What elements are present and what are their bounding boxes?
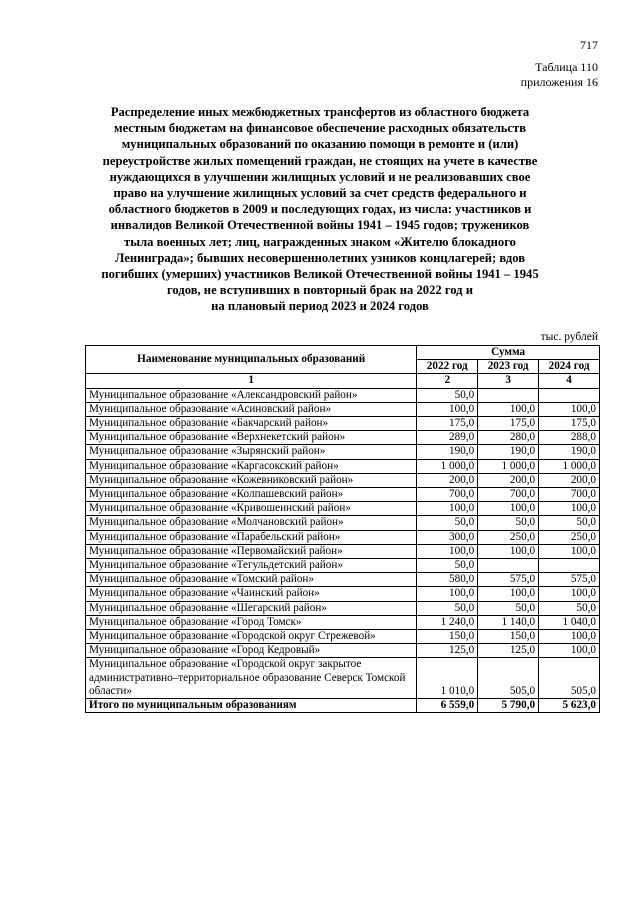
municipality-name-cell: Муниципальное образование «Бакчарский район» (86, 417, 417, 431)
value-2023-cell: 250,0 (478, 530, 539, 544)
title-line: тыла военных лет; лиц, награжденных знаком «Жителю блокадного (124, 234, 516, 249)
value-2024-cell (539, 559, 600, 573)
value-2022-cell: 1 010,0 (417, 658, 478, 699)
column-number-3: 3 (478, 374, 539, 388)
value-2023-cell: 50,0 (478, 601, 539, 615)
table-row (86, 587, 600, 601)
table-row (86, 388, 600, 402)
municipality-name-cell: Муниципальное образование «Верхнекетский район» (86, 431, 417, 445)
table-row (86, 431, 600, 445)
municipality-name-cell: Муниципальное образование «Александровский район» (86, 388, 417, 402)
municipality-name-cell: Муниципальное образование «Городской округ закрытое административно–территориальное образование Северск Томской области» (86, 658, 417, 699)
title-line: местным бюджетам на финансовое обеспечение расходных обязательств (113, 121, 527, 136)
column-number-2: 2 (417, 374, 478, 388)
municipality-name-cell: Муниципальное образование «Кожевниковский район» (86, 473, 417, 487)
document-title (85, 104, 555, 315)
value-2022-cell: 50,0 (417, 559, 478, 573)
table-row (86, 630, 600, 644)
value-2023-cell: 50,0 (478, 516, 539, 530)
value-2022-cell: 100,0 (417, 587, 478, 601)
value-2022-cell: 190,0 (417, 445, 478, 459)
title-line: Распределение иных межбюджетных трансфертов из областного бюджета (110, 105, 530, 119)
value-2023-cell: 100,0 (478, 544, 539, 558)
value-2022-cell: 50,0 (417, 601, 478, 615)
value-2024-cell: 100,0 (539, 544, 600, 558)
municipality-name-cell: Муниципальное образование «Город Томск» (86, 615, 417, 629)
municipality-name-cell: Муниципальное образование «Парабельский район» (86, 530, 417, 544)
value-2022-cell: 100,0 (417, 544, 478, 558)
column-number-4: 4 (539, 374, 600, 388)
value-2024-cell: 288,0 (539, 431, 600, 445)
value-2024-cell: 50,0 (539, 516, 600, 530)
value-2022-cell: 100,0 (417, 402, 478, 416)
value-2022-cell: 300,0 (417, 530, 478, 544)
municipality-name-cell: Муниципальное образование «Колпашевский район» (86, 488, 417, 502)
value-2023-cell: 100,0 (478, 402, 539, 416)
value-2024-cell: 250,0 (539, 530, 600, 544)
title-line: нуждающихся в улучшении жилищных условий и не реализовавших свое (109, 169, 531, 184)
value-2024-cell: 700,0 (539, 488, 600, 502)
table-row (86, 459, 600, 473)
table-row (86, 658, 600, 699)
table-row (86, 402, 600, 416)
value-2022-cell: 50,0 (417, 388, 478, 402)
header-municipality: Наименование муниципальных образований (86, 346, 417, 374)
header-sum: Сумма (417, 346, 600, 360)
value-2024-cell: 100,0 (539, 502, 600, 516)
value-2024-cell: 505,0 (539, 658, 600, 699)
title-line: переустройстве жилых помещений граждан, не стоящих на учете в качестве (102, 153, 538, 168)
municipality-name-cell: Муниципальное образование «Город Кедровый» (86, 644, 417, 658)
value-2022-cell: 125,0 (417, 644, 478, 658)
municipality-name-cell: Муниципальное образование «Первомайский район» (86, 544, 417, 558)
table-body (86, 388, 600, 713)
value-2023-cell: 575,0 (478, 573, 539, 587)
table-row (86, 573, 600, 587)
value-2022-cell: 1 000,0 (417, 459, 478, 473)
table-row (86, 544, 600, 558)
units-label: тыс. рублей (540, 331, 598, 343)
municipality-name-cell: Итого по муниципальным образованиям (86, 699, 417, 713)
column-number-1: 1 (86, 374, 417, 388)
title-line: погибших (умерших) участников Великой Отечественной войны 1941 – 1945 (101, 267, 539, 282)
value-2024-cell: 1 040,0 (539, 615, 600, 629)
value-2024-cell: 190,0 (539, 445, 600, 459)
value-2023-cell: 1 140,0 (478, 615, 539, 629)
value-2024-cell: 50,0 (539, 601, 600, 615)
value-2024-cell: 575,0 (539, 573, 600, 587)
municipality-name-cell: Муниципальное образование «Городской округ Стрежевой» (86, 630, 417, 644)
value-2022-cell: 100,0 (417, 502, 478, 516)
value-2023-cell (478, 388, 539, 402)
value-2024-cell: 1 000,0 (539, 459, 600, 473)
value-2024-cell: 100,0 (539, 630, 600, 644)
page-number: 717 (580, 38, 598, 52)
title-line: на плановый период 2023 и 2024 годов (211, 299, 429, 314)
title-line: муниципальных образований по оказанию помощи в ремонте и (или) (121, 137, 519, 152)
value-2022-cell: 150,0 (417, 630, 478, 644)
table-row (86, 615, 600, 629)
table-row (86, 417, 600, 431)
table-row (86, 488, 600, 502)
municipality-name-cell: Муниципальное образование «Томский район» (86, 573, 417, 587)
municipality-name-cell: Муниципальное образование «Каргасокский район» (86, 459, 417, 473)
value-2023-cell: 200,0 (478, 473, 539, 487)
title-line: областного бюджетов в 2009 и последующих годах, из числа: участников и (108, 202, 532, 217)
title-line: годов, не вступивших в повторный брак на 2022 год и (167, 283, 473, 298)
table-row (86, 530, 600, 544)
value-2023-cell: 505,0 (478, 658, 539, 699)
value-2024-cell: 100,0 (539, 402, 600, 416)
value-2023-cell: 280,0 (478, 431, 539, 445)
allocation-table (85, 345, 600, 713)
title-line: право на улучшение жилищных условий за счет средств федерального и (113, 186, 527, 201)
header-year-2023: 2023 год (478, 360, 539, 374)
municipality-name-cell: Муниципальное образование «Кривошеинский район» (86, 502, 417, 516)
value-2023-cell: 1 000,0 (478, 459, 539, 473)
value-2022-cell: 200,0 (417, 473, 478, 487)
value-2022-cell: 50,0 (417, 516, 478, 530)
appendix-annex-label: приложения 16 (520, 75, 598, 89)
value-2022-cell: 175,0 (417, 417, 478, 431)
title-line: Ленинграда»; бывших несовершеннолетних узников концлагерей; вдов (114, 250, 525, 265)
value-2024-cell: 200,0 (539, 473, 600, 487)
value-2023-cell: 150,0 (478, 630, 539, 644)
table-row (86, 502, 600, 516)
value-2023-cell (478, 559, 539, 573)
value-2023-cell: 100,0 (478, 502, 539, 516)
value-2023-cell: 100,0 (478, 587, 539, 601)
total-row (86, 699, 600, 713)
municipality-name-cell: Муниципальное образование «Шегарский район» (86, 601, 417, 615)
value-2024-cell: 100,0 (539, 644, 600, 658)
appendix-table-label: Таблица 110 (535, 60, 598, 74)
value-2023-cell: 190,0 (478, 445, 539, 459)
value-2022-cell: 289,0 (417, 431, 478, 445)
value-2023-cell: 175,0 (478, 417, 539, 431)
value-2022-cell: 580,0 (417, 573, 478, 587)
municipality-name-cell: Муниципальное образование «Зырянский район» (86, 445, 417, 459)
table-row (86, 516, 600, 530)
municipality-name-cell: Муниципальное образование «Чаинский район» (86, 587, 417, 601)
table-row (86, 601, 600, 615)
title-line: инвалидов Великой Отечественной войны 1941 – 1945 годов; тружеников (110, 218, 530, 233)
value-2023-cell: 125,0 (478, 644, 539, 658)
value-2023-cell: 5 790,0 (478, 699, 539, 713)
table-row (86, 473, 600, 487)
value-2022-cell: 6 559,0 (417, 699, 478, 713)
table-row (86, 445, 600, 459)
value-2022-cell: 700,0 (417, 488, 478, 502)
municipality-name-cell: Муниципальное образование «Тегульдетский район» (86, 559, 417, 573)
value-2024-cell: 175,0 (539, 417, 600, 431)
value-2024-cell: 100,0 (539, 587, 600, 601)
municipality-name-cell: Муниципальное образование «Асиновский район» (86, 402, 417, 416)
municipality-name-cell: Муниципальное образование «Молчановский район» (86, 516, 417, 530)
appendix-reference (521, 60, 598, 90)
value-2023-cell: 700,0 (478, 488, 539, 502)
header-year-2022: 2022 год (417, 360, 478, 374)
value-2022-cell: 1 240,0 (417, 615, 478, 629)
table-row (86, 644, 600, 658)
value-2024-cell (539, 388, 600, 402)
header-year-2024: 2024 год (539, 360, 600, 374)
table-row (86, 559, 600, 573)
value-2024-cell: 5 623,0 (539, 699, 600, 713)
